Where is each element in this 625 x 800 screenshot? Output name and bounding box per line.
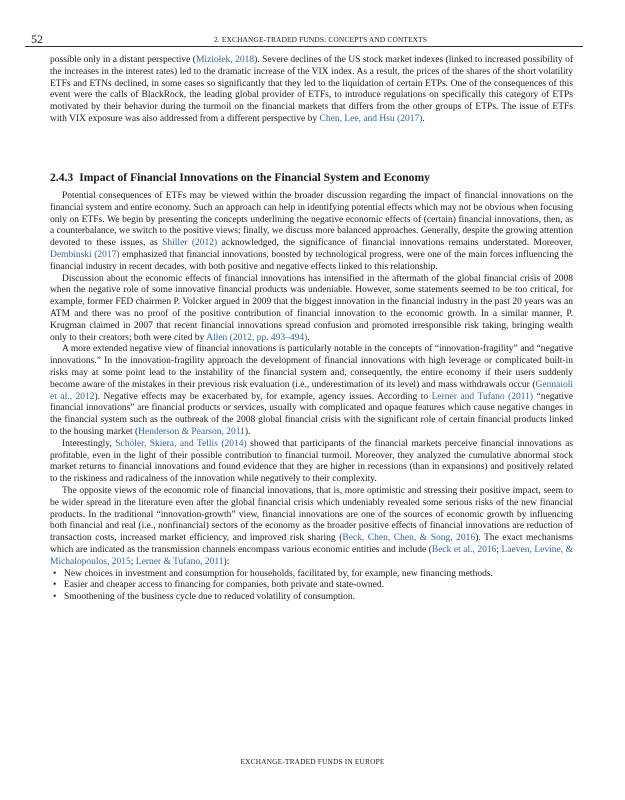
- citation-link[interactable]: Dembinski (2017): [50, 249, 120, 260]
- section-2-4-3: [50, 171, 573, 604]
- citation-link[interactable]: Laeven, Levine, & Michalopoulos, 2015: [50, 544, 574, 567]
- continued-text-block: [50, 55, 573, 126]
- bullet-list: [50, 569, 573, 604]
- paragraph: Interestingly, Schöler, Skiera, and Tellis (2014) showed that participants of the financial markets perceive financial innovations as profitable, even in the light of their possible contribution to financial turmoil. Moreover, they analyzed the cumulative abnormal stock market returns to financial innovations and found evidence that they are higher in recessions (than in expansions) and positively related to the riskiness and radicalness of the innovation while negatively to their complexity.: [50, 438, 573, 485]
- paragraph: Discussion about the economic effects of financial innovations has intensified in the aftermath of the global financial crisis of 2008 when the negative role of some innovative financial products was undeniable. However, some statements seemed to be too critical, for example, former FED chairmen P. Volcker argued in 2009 that the biggest innovation in the financial industry in the past 20 years was an ATM and there was no proof of the positive contribution of financial innovation to the economic growth. In a similar manner, P. Krugman claimed in 2007 that recent financial innovations spread confusion and promoted irresponsible risk taking, bringing wealth only to their creators; both were cited by Allen (2012, pp. 493–494).: [50, 273, 573, 343]
- citation-link[interactable]: Schöler, Skiera, and Tellis (2014): [115, 438, 247, 449]
- running-head: 2. EXCHANGE-TRADED FUNDS: CONCEPTS AND CONTEXTS: [214, 35, 428, 44]
- continued-paragraph: possible only in a distant perspective (Miziołek, 2018). Severe declines of the US stock market indexes (linked to increased possibility of the increases in the interest rates) led to the dramatic increase of the VIX index. As a result, the prices of the shares of the short volatility ETFs and ETNs declined, in some cases so significantly that they led to the liquidation of certain ETPs. One of the consequences of this event were the calls of BlackRock, the leading global provider of ETFs, to introduce regulations on specifically this category of ETPs motivated by their behavior during the turmoil on the financial markets that differs from the other groups of ETPs. The issue of ETFs with VIX exposure was also addressed from a different perspective by Chen, Lee, and Hsu (2017).: [50, 55, 573, 124]
- citation-link[interactable]: Lerner and Tufano (2011): [431, 391, 534, 402]
- citation-link[interactable]: Shiller (2012): [162, 238, 218, 249]
- citation-link[interactable]: Miziołek, 2018: [195, 55, 255, 65]
- paragraph: The opposite views of the economic role of financial innovations, that is, more optimistic and stressing their positive impact, seem to be wider spread in the literature even after the global financial crisis which undeniably revealed some serious risks of the new financial products. In the traditional “innovation-growth” view, financial innovations are one of the sources of economic growth by influencing both financial and real (i.e., nonfinancial) sectors of the economy as the broader positive effects of financial innovations are reduction of transaction costs, increased market efficiency, and improved risk sharing (Beck, Chen, Chen, & Song, 2016). The exact mechanisms which are indicated as the transmission channels encompass various economic entities and include (Beck et al., 2016; Laeven, Levine, & Michalopoulos, 2015; Lerner & Tufano, 2011):: [50, 485, 574, 567]
- citation-link[interactable]: Beck, Chen, Chen, & Song, 2016: [342, 533, 476, 544]
- paragraph: Potential consequences of ETFs may be viewed within the broader discussion regarding the impact of financial innovations on the financial system and entire economy. Such an approach can help in identifying potential effects which may not be obvious when focusing only on ETFs. We begin by presenting the concepts underlining the negative economic effects of (certain) financial innovations, then, as a counterbalance, we switch to the positive views; finally, we discuss more balanced approaches. Generally, despite the growing attention devoted to these issues, as Shiller (2012) acknowledged, the significance of financial innovations remains understated. Moreover, Dembinski (2017) emphasized that financial innovations, boosted by technological progress, were one of the main forces influencing the financial industry in recent decades, with both positive and negative effects linked to this relationship.: [50, 191, 573, 272]
- paragraph: A more extended negative view of financial innovations is particularly notable in the concepts of “innovation-fragility” and “negative innovations.” In the innovation-fragility approach the development of financial innovations with high leverage or complicated built-in risks may at some point lead to the instability of the financial system and, consequently, the entire economy if their users suddenly become aware of the mistakes in their previous risk evaluation (i.e., underestimation of its level) and mass withdrawals occur (Gennaioli et al., 2012). Negative effects may be exacerbated by, for example, agency issues. According to Lerner and Tufano (2011) “negative financial innovations” are financial products or services, usually with complicated and opaque features which cause negative changes in the financial system such as the outbreak of the 2008 global financial crisis with the significant role of certain financial products linked to the housing market (Henderson & Pearson, 2011).: [50, 344, 574, 437]
- citation-link[interactable]: Henderson & Pearson, 2011: [138, 426, 245, 437]
- section-heading: [50, 171, 573, 185]
- bullet-item: • New choices in investment and consumption for households, facilitated by, for example, new financing methods.: [50, 569, 573, 581]
- citation-link[interactable]: Beck et al., 2016: [431, 544, 497, 555]
- bullet-item: • Smoothening of the business cycle due to reduced volatility of consumption.: [50, 592, 573, 604]
- header-rule: [25, 46, 583, 47]
- bullet-item: • Easier and cheaper access to financing for companies, both private and state-owned.: [50, 580, 573, 592]
- citation-link[interactable]: Lerner & Tufano, 2011: [135, 556, 224, 567]
- page-number: 52: [31, 32, 43, 46]
- section-number: 2.4.3: [50, 171, 74, 184]
- section-title: Impact of Financial Innovations on the Financial System and Economy: [79, 171, 430, 184]
- citation-link[interactable]: Chen, Lee, and Hsu (2017): [319, 113, 423, 124]
- running-foot: EXCHANGE-TRADED FUNDS IN EUROPE: [240, 757, 385, 766]
- citation-link[interactable]: Allen (2012, pp. 493–494): [206, 332, 308, 343]
- citation-link[interactable]: Gennaioli et al., 2012: [50, 379, 573, 402]
